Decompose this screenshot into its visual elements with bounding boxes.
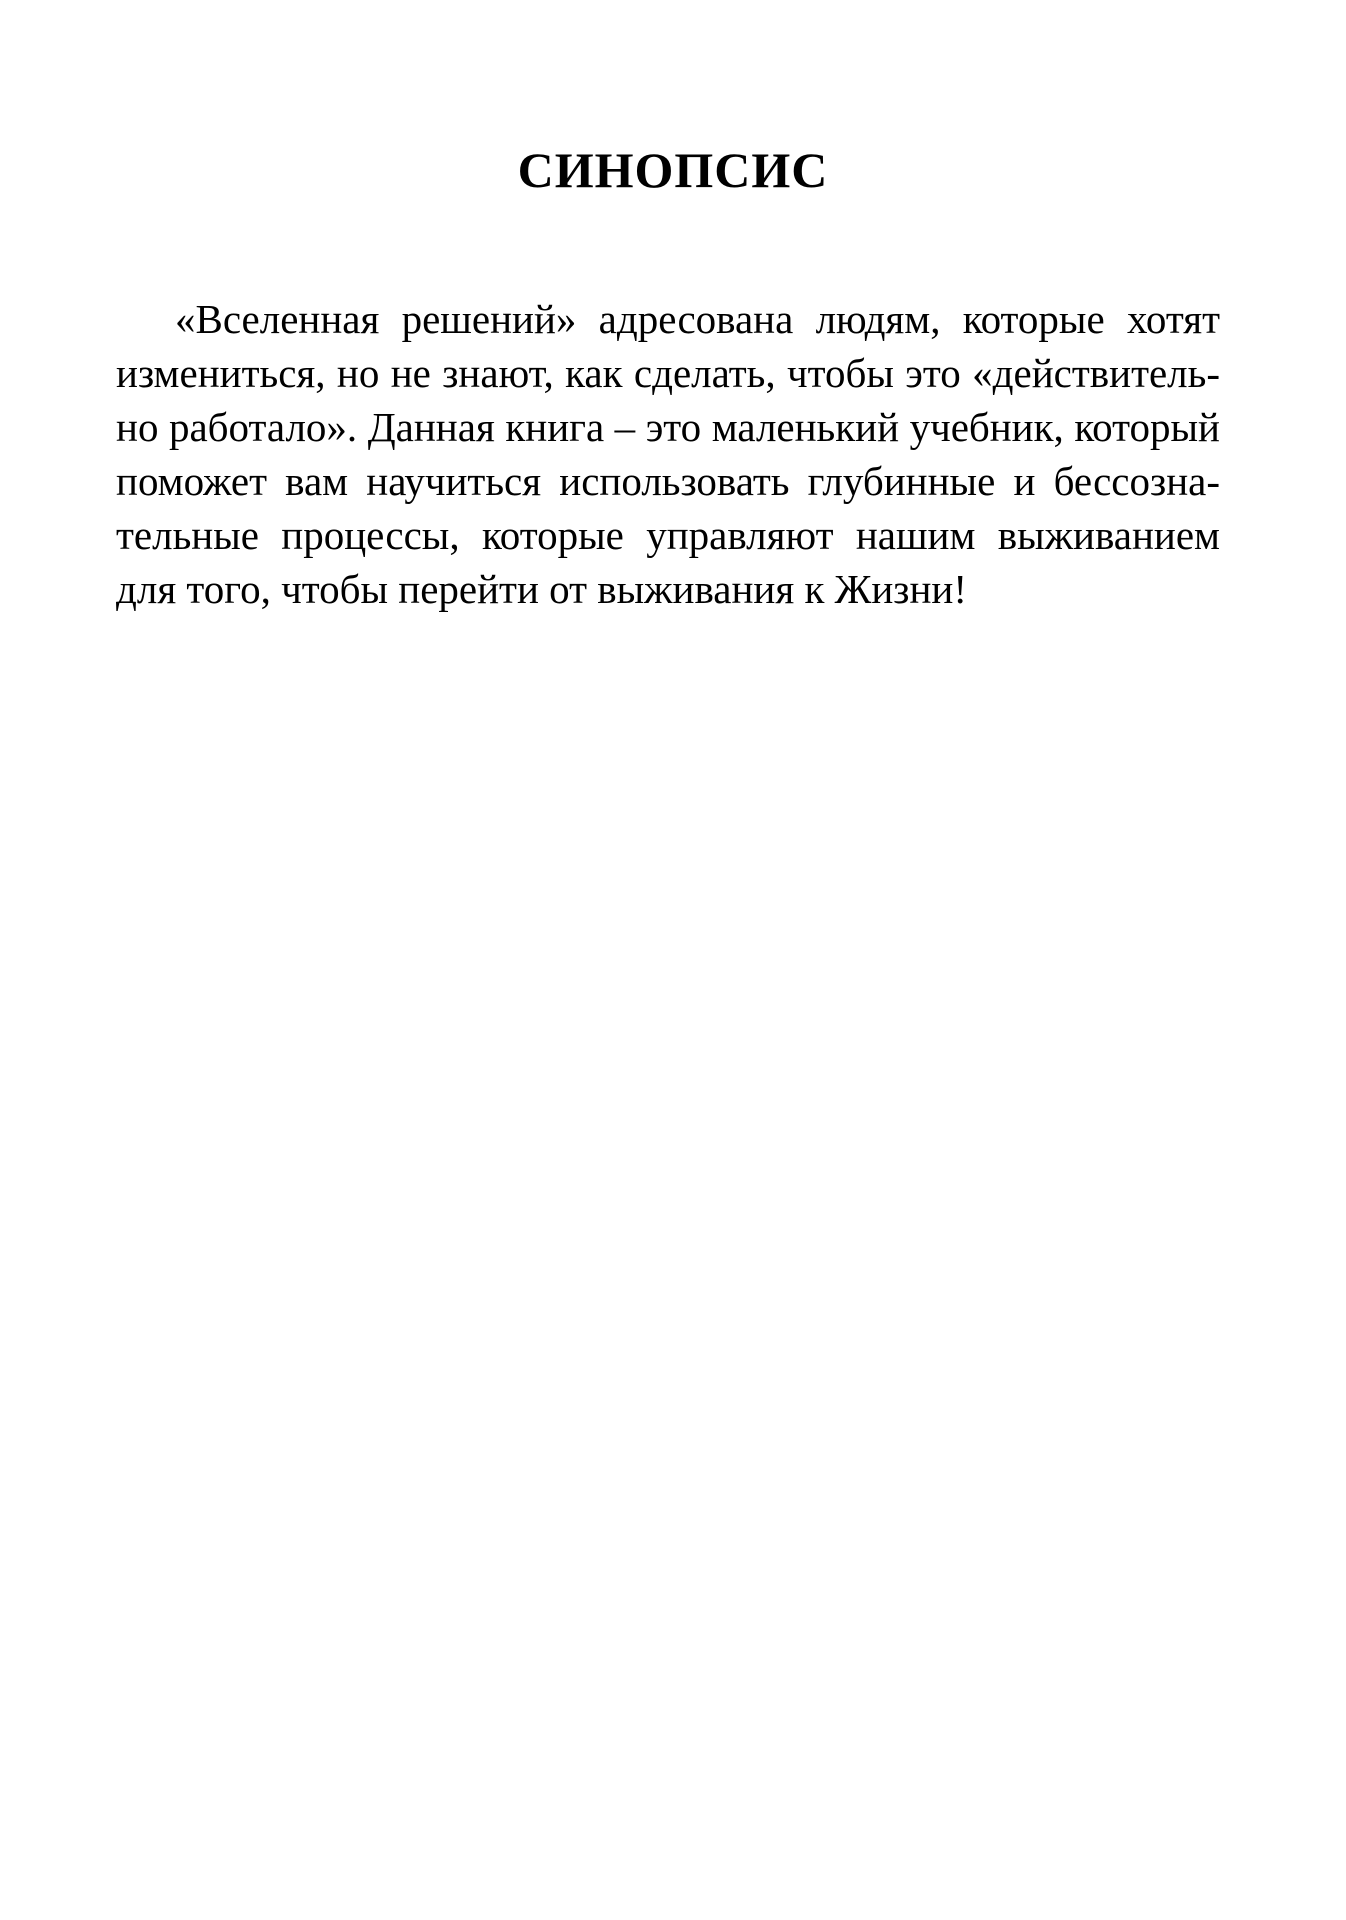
paragraph-line-3: но работало». Данная книга – это маленький учебник, который (116, 404, 1220, 450)
paragraph-line-4: поможет вам научиться использовать глубинные и бессозна- (116, 458, 1220, 504)
paragraph-line-2: измениться, но не знают, как сделать, чтобы это «действитель- (116, 350, 1220, 396)
page-title: СИНОПСИС (517, 142, 829, 198)
paragraph-line-1: «Вселенная решений» адресована людям, которые хотят (175, 296, 1220, 342)
synopsis-paragraph (116, 292, 1220, 616)
paragraph-line-5: тельные процессы, которые управляют нашим выживанием (116, 512, 1220, 558)
paragraph-line-6: для того, чтобы перейти от выживания к Жизни! (116, 566, 968, 612)
